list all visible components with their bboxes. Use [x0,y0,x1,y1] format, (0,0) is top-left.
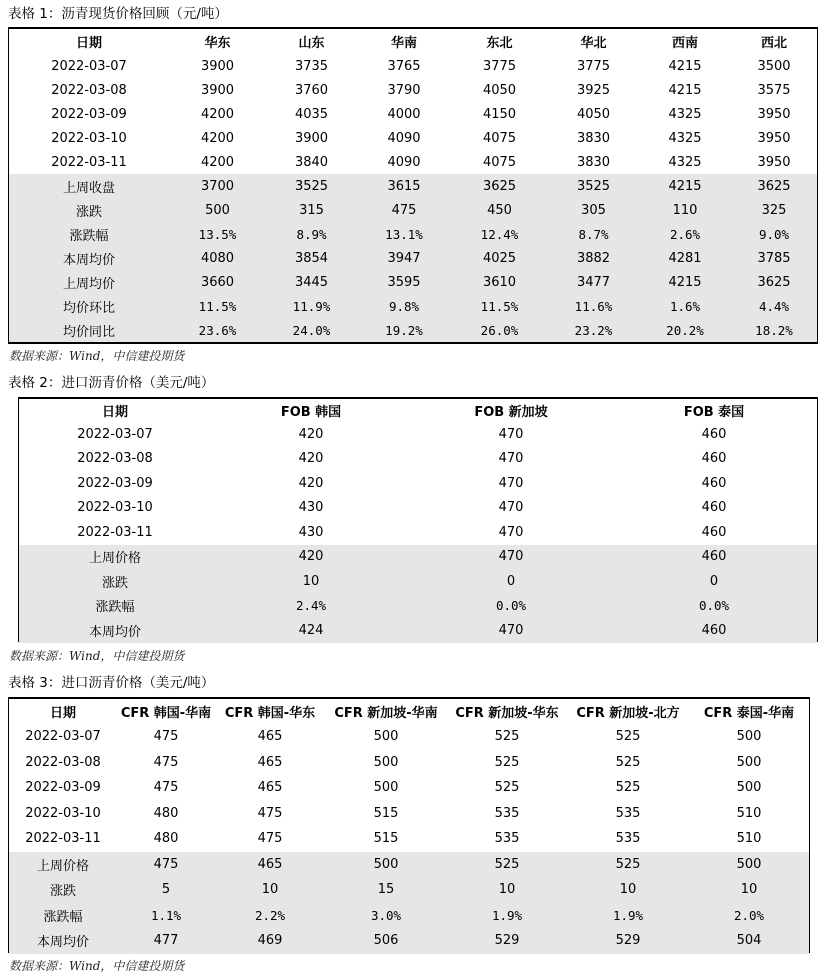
value-cell: 3625 [451,174,548,198]
value-cell: 3950 [757,130,791,146]
table-row [9,724,809,750]
value-cell: 470 [498,451,524,467]
value-cell: 4050 [576,106,611,122]
value-cell: 465 [257,754,283,770]
value-cell: 4.4% [731,294,817,318]
value-cell: 8.7% [548,222,639,246]
value-cell: 4080 [169,246,266,270]
value-cell: 4150 [482,106,517,122]
value-cell: 4215 [668,82,702,98]
table-row [9,126,817,150]
value-cell: 315 [266,198,357,222]
value-cell: 3950 [757,154,791,170]
value-cell: 500 [169,198,266,222]
value-cell: 475 [257,831,283,847]
value-cell: 0.0% [411,594,611,619]
row-label: 2022-03-08 [25,754,101,770]
value-cell: 3525 [266,174,357,198]
value-cell: 305 [548,198,639,222]
value-cell: 3790 [387,82,421,98]
value-cell: 19.2% [357,318,451,342]
row-label: 本周均价 [19,618,211,643]
value-cell: 525 [567,852,689,878]
row-label: 2022-03-10 [51,130,127,146]
value-cell: 11.5% [169,294,266,318]
value-cell: 3660 [169,270,266,294]
value-cell: 3.0% [325,903,447,929]
value-cell: 525 [494,754,520,770]
table-row [9,775,809,801]
header-cell: CFR 韩国-华东 [224,706,316,721]
value-cell: 11.6% [548,294,639,318]
value-cell: 460 [701,475,727,491]
table-row [19,520,817,545]
value-cell: 3900 [200,58,235,74]
header-cell: 日期 [101,405,128,420]
value-cell: 450 [451,198,548,222]
value-cell: 23.2% [548,318,639,342]
header-cell: 东北 [486,36,513,51]
value-cell: 500 [373,754,399,770]
table2 [18,397,818,642]
value-cell: 4000 [387,106,421,122]
value-cell: 3854 [266,246,357,270]
value-cell: 3830 [576,130,611,146]
value-cell: 500 [736,729,762,745]
value-cell: 3625 [731,270,817,294]
value-cell: 525 [615,729,641,745]
value-cell: 4215 [639,174,731,198]
row-label: 本周均价 [9,928,117,954]
value-cell: 4050 [482,82,517,98]
value-cell: 430 [298,524,324,540]
value-cell: 10 [689,877,809,903]
value-cell: 460 [701,426,727,442]
value-cell: 3900 [294,130,329,146]
value-cell: 4325 [668,154,702,170]
value-cell: 4200 [200,154,235,170]
summary-row [19,569,817,594]
value-cell: 4200 [200,130,235,146]
value-cell: 2.0% [689,903,809,929]
value-cell: 420 [298,451,324,467]
value-cell: 4090 [387,154,421,170]
value-cell: 500 [736,780,762,796]
row-label: 2022-03-07 [51,58,127,74]
value-cell: 9.0% [731,222,817,246]
value-cell: 4035 [294,106,329,122]
value-cell: 515 [373,805,399,821]
value-cell: 10 [447,877,567,903]
table1-source: 数据来源：Wind，中信建投期货 [9,349,185,363]
header-cell: 华南 [390,36,417,51]
table3-header-row [9,699,809,724]
value-cell: 110 [639,198,731,222]
table2-caption: 表格 2：进口沥青价格（美元/吨） [8,375,215,391]
summary-row [9,877,809,903]
header-cell: 日期 [49,706,76,721]
value-cell: 500 [736,754,762,770]
value-cell: 4325 [668,130,702,146]
table3 [8,697,810,953]
summary-row [9,928,809,954]
value-cell: 20.2% [639,318,731,342]
value-cell: 10 [567,877,689,903]
value-cell: 424 [211,618,411,643]
summary-row [9,174,817,198]
table-row [9,54,817,78]
value-cell: 3575 [757,82,791,98]
value-cell: 510 [736,805,762,821]
table3-caption: 表格 3：进口沥青价格（美元/吨） [8,675,215,691]
row-label: 2022-03-10 [25,805,101,821]
row-label: 2022-03-08 [77,451,153,467]
summary-row [9,270,817,294]
row-label: 2022-03-10 [77,500,153,516]
value-cell: 3477 [548,270,639,294]
header-cell: 华东 [204,36,231,51]
value-cell: 535 [615,805,641,821]
value-cell: 26.0% [451,318,548,342]
row-label: 2022-03-09 [77,475,153,491]
table1 [8,27,818,344]
value-cell: 535 [615,831,641,847]
summary-row [19,618,817,643]
value-cell: 8.9% [266,222,357,246]
table-row [9,150,817,174]
row-label: 涨跌幅 [9,222,169,246]
value-cell: 3525 [548,174,639,198]
value-cell: 3735 [294,58,329,74]
value-cell: 465 [257,729,283,745]
value-cell: 1.1% [117,903,215,929]
row-label: 2022-03-09 [25,780,101,796]
value-cell: 460 [701,524,727,540]
value-cell: 3615 [357,174,451,198]
table2-header-row [19,399,817,422]
value-cell: 475 [153,729,179,745]
value-cell: 470 [498,475,524,491]
table2-source: 数据来源：Wind，中信建投期货 [9,649,185,663]
value-cell: 500 [689,852,809,878]
value-cell: 3700 [169,174,266,198]
summary-row [19,545,817,570]
table-row [9,102,817,126]
value-cell: 3830 [576,154,611,170]
table-row [9,78,817,102]
value-cell: 477 [117,928,215,954]
row-label: 均价同比 [9,318,169,342]
value-cell: 4090 [387,130,421,146]
row-label: 2022-03-07 [77,426,153,442]
row-label: 涨跌幅 [19,594,211,619]
row-label: 上周价格 [9,852,117,878]
value-cell: 2.6% [639,222,731,246]
row-label: 涨跌 [9,877,117,903]
header-cell: 华北 [580,36,607,51]
row-label: 2022-03-11 [51,154,127,170]
value-cell: 460 [701,451,727,467]
value-cell: 529 [567,928,689,954]
value-cell: 470 [498,500,524,516]
value-cell: 3760 [294,82,329,98]
row-label: 2022-03-07 [25,729,101,745]
value-cell: 470 [498,524,524,540]
value-cell: 525 [494,780,520,796]
value-cell: 470 [411,618,611,643]
table1-caption: 表格 1：沥青现货价格回顾（元/吨） [8,6,228,22]
value-cell: 13.1% [357,222,451,246]
value-cell: 10 [211,569,411,594]
value-cell: 510 [736,831,762,847]
value-cell: 4200 [200,106,235,122]
value-cell: 480 [153,805,179,821]
row-label: 上周均价 [9,270,169,294]
summary-row [9,903,809,929]
row-label: 涨跌幅 [9,903,117,929]
value-cell: 3625 [731,174,817,198]
value-cell: 420 [211,545,411,570]
value-cell: 525 [447,852,567,878]
value-cell: 3765 [387,58,421,74]
table-row [19,422,817,447]
value-cell: 475 [153,754,179,770]
table3-source: 数据来源：Wind，中信建投期货 [9,959,185,973]
value-cell: 480 [153,831,179,847]
value-cell: 13.5% [169,222,266,246]
value-cell: 460 [611,545,817,570]
value-cell: 469 [215,928,325,954]
value-cell: 4215 [639,270,731,294]
summary-row [9,852,809,878]
header-cell: CFR 韩国-华南 [120,706,212,721]
value-cell: 15 [325,877,447,903]
value-cell: 460 [611,618,817,643]
summary-row [9,222,817,246]
header-cell: FOB 新加坡 [474,405,548,420]
summary-row [9,318,817,342]
value-cell: 3500 [757,58,791,74]
row-label: 上周收盘 [9,174,169,198]
value-cell: 3925 [576,82,611,98]
value-cell: 4281 [639,246,731,270]
value-cell: 475 [153,780,179,796]
value-cell: 4075 [482,154,517,170]
value-cell: 465 [215,852,325,878]
value-cell: 3900 [200,82,235,98]
value-cell: 3785 [731,246,817,270]
value-cell: 12.4% [451,222,548,246]
header-cell: CFR 泰国-华南 [703,706,795,721]
value-cell: 500 [373,780,399,796]
table-row [9,826,809,852]
row-label: 2022-03-08 [51,82,127,98]
value-cell: 3775 [482,58,517,74]
value-cell: 3445 [266,270,357,294]
header-cell: 西北 [760,36,787,51]
value-cell: 11.9% [266,294,357,318]
value-cell: 515 [373,831,399,847]
table1-header-row [9,29,817,54]
table-row [19,496,817,521]
value-cell: 430 [298,500,324,516]
header-cell: CFR 新加坡-华南 [334,706,438,721]
summary-row [9,246,817,270]
value-cell: 525 [615,754,641,770]
value-cell: 9.8% [357,294,451,318]
row-label: 2022-03-11 [77,524,153,540]
header-cell: 西南 [671,36,698,51]
value-cell: 1.9% [567,903,689,929]
summary-row [9,294,817,318]
value-cell: 420 [298,426,324,442]
value-cell: 24.0% [266,318,357,342]
value-cell: 4075 [482,130,517,146]
value-cell: 0 [611,569,817,594]
row-label: 涨跌 [9,198,169,222]
value-cell: 470 [411,545,611,570]
value-cell: 475 [357,198,451,222]
value-cell: 420 [298,475,324,491]
value-cell: 465 [257,780,283,796]
row-label: 均价环比 [9,294,169,318]
row-label: 本周均价 [9,246,169,270]
value-cell: 0.0% [611,594,817,619]
header-cell: 山东 [298,36,325,51]
header-cell: CFR 新加坡-北方 [576,706,680,721]
value-cell: 11.5% [451,294,548,318]
value-cell: 2.4% [211,594,411,619]
value-cell: 23.6% [169,318,266,342]
table-row [19,447,817,472]
table-row [19,471,817,496]
value-cell: 3610 [451,270,548,294]
row-label: 涨跌 [19,569,211,594]
value-cell: 3950 [757,106,791,122]
value-cell: 470 [498,426,524,442]
value-cell: 500 [373,729,399,745]
header-cell: 日期 [75,36,102,51]
value-cell: 2.2% [215,903,325,929]
header-cell: CFR 新加坡-华东 [455,706,559,721]
table-row [9,750,809,776]
row-label: 2022-03-09 [51,106,127,122]
value-cell: 0 [411,569,611,594]
summary-row [9,198,817,222]
value-cell: 4025 [451,246,548,270]
summary-row [19,594,817,619]
value-cell: 3882 [548,246,639,270]
value-cell: 525 [615,780,641,796]
value-cell: 504 [689,928,809,954]
value-cell: 5 [117,877,215,903]
value-cell: 3595 [357,270,451,294]
value-cell: 525 [494,729,520,745]
value-cell: 475 [257,805,283,821]
row-label: 上周价格 [19,545,211,570]
value-cell: 4215 [668,58,702,74]
value-cell: 1.9% [447,903,567,929]
table-row [9,801,809,827]
header-cell: FOB 泰国 [683,405,745,420]
value-cell: 18.2% [731,318,817,342]
value-cell: 506 [325,928,447,954]
value-cell: 529 [447,928,567,954]
value-cell: 500 [325,852,447,878]
value-cell: 3840 [294,154,329,170]
value-cell: 475 [117,852,215,878]
value-cell: 3775 [576,58,611,74]
value-cell: 10 [215,877,325,903]
value-cell: 535 [494,831,520,847]
value-cell: 1.6% [639,294,731,318]
value-cell: 535 [494,805,520,821]
row-label: 2022-03-11 [25,831,101,847]
header-cell: FOB 韩国 [280,405,342,420]
value-cell: 325 [731,198,817,222]
value-cell: 3947 [357,246,451,270]
value-cell: 460 [701,500,727,516]
value-cell: 4325 [668,106,702,122]
